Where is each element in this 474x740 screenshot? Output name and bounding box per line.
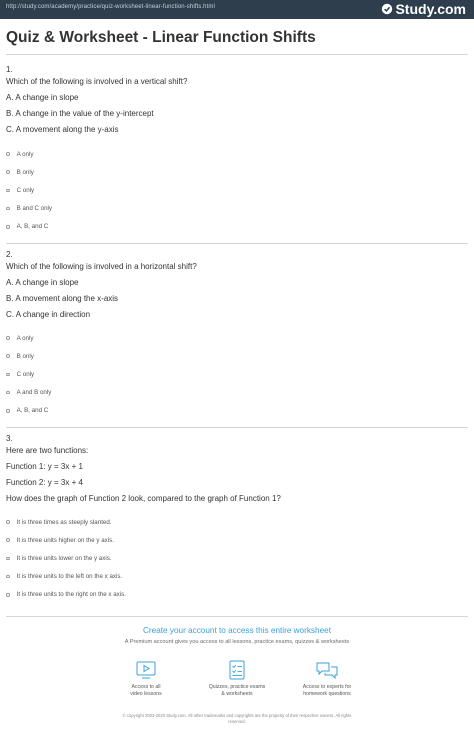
radio-button[interactable] — [6, 538, 10, 542]
answer-option[interactable] — [6, 145, 52, 163]
question-prompt: Here are two functions: — [6, 446, 89, 455]
option-label: B and C only — [16, 205, 53, 213]
answer-option[interactable] — [6, 329, 51, 347]
option-label: It is three units higher on the y axis. — [16, 536, 114, 544]
question-1 — [6, 64, 466, 136]
question-prompt: Which of the following is involved in a vertical shift? — [6, 77, 188, 86]
title-divider — [6, 54, 468, 55]
radio-button[interactable] — [6, 557, 10, 561]
question-2 — [6, 249, 466, 321]
answer-option[interactable] — [6, 384, 51, 402]
answer-option[interactable] — [6, 218, 52, 236]
option-label: A, B, and C — [16, 407, 49, 415]
radio-button[interactable] — [6, 336, 10, 340]
question-2-options — [6, 329, 51, 420]
video-play-icon — [135, 660, 157, 680]
answer-option[interactable] — [6, 365, 51, 383]
chat-bubbles-icon — [316, 660, 338, 680]
option-label: It is three times as steeply slanted. — [16, 518, 112, 526]
option-label: B only — [16, 168, 34, 176]
option-label: A only — [16, 334, 34, 342]
radio-button[interactable] — [6, 354, 10, 358]
option-label: It is three units to the right on the x axis. — [16, 591, 126, 599]
answer-option[interactable] — [6, 513, 126, 531]
feature-label: Access to all video lessons — [130, 684, 162, 697]
footer-divider — [6, 616, 468, 617]
study-logo-text: Study.com — [395, 1, 466, 17]
question-divider — [6, 243, 468, 244]
copyright-notice: © copyright 2003-2020 Study.com. All other trademarks and copyrights are the property of their respective owners. All rights reserved. — [122, 713, 352, 724]
question-statement: How does the graph of Function 2 look, compared to the graph of Function 1? — [6, 494, 281, 503]
option-label: B only — [16, 352, 34, 360]
premium-description: A Premium account gives you access to all lessons, practice exams, quizzes & worksheets — [124, 639, 350, 645]
study-logo[interactable] — [381, 1, 466, 17]
answer-option[interactable] — [6, 402, 51, 420]
answer-option[interactable] — [6, 163, 52, 181]
radio-button[interactable] — [6, 593, 10, 597]
radio-button[interactable] — [6, 373, 10, 377]
question-statement: Function 2: y = 3x + 4 — [6, 478, 83, 487]
radio-button[interactable] — [6, 152, 10, 156]
question-statement: Function 1: y = 3x + 1 — [6, 462, 83, 471]
radio-button[interactable] — [6, 520, 10, 524]
feature-quizzes — [192, 660, 282, 698]
question-1-options — [6, 145, 52, 236]
radio-button[interactable] — [6, 189, 10, 193]
answer-option[interactable] — [6, 181, 52, 199]
feature-video-lessons — [101, 660, 191, 698]
question-statement: C. A change in direction — [6, 310, 91, 319]
question-statement: B. A movement along the x-axis — [6, 294, 119, 303]
radio-button[interactable] — [6, 409, 10, 413]
question-statement: B. A change in the value of the y-intercept — [6, 109, 154, 118]
option-label: It is three units to the left on the x axis. — [16, 573, 123, 581]
question-number: 2. — [6, 250, 13, 259]
answer-option[interactable] — [6, 568, 126, 586]
feature-label: Access to experts for homework questions — [302, 684, 352, 697]
option-label: A only — [16, 150, 34, 158]
question-statement: C. A movement along the y-axis — [6, 125, 119, 134]
radio-button[interactable] — [6, 391, 10, 395]
feature-label: Quizzes, practice exams & worksheets — [208, 684, 266, 697]
answer-option[interactable] — [6, 200, 52, 218]
study-logo-icon — [381, 3, 393, 15]
page-title: Quiz & Worksheet - Linear Function Shifts — [6, 29, 316, 46]
question-number: 3. — [6, 434, 13, 443]
feature-experts — [282, 660, 372, 698]
radio-button[interactable] — [6, 575, 10, 579]
answer-option[interactable] — [6, 586, 126, 604]
radio-button[interactable] — [6, 207, 10, 211]
answer-option[interactable] — [6, 549, 126, 567]
question-prompt: Which of the following is involved in a horizontal shift? — [6, 262, 197, 271]
question-statement: A. A change in slope — [6, 93, 79, 102]
option-label: It is three units lower on the y axis. — [16, 554, 112, 562]
option-label: C only — [16, 186, 35, 194]
question-3-options — [6, 513, 126, 604]
checklist-icon — [226, 660, 248, 680]
radio-button[interactable] — [6, 225, 10, 229]
question-3 — [6, 433, 466, 505]
option-label: C only — [16, 370, 35, 378]
answer-option[interactable] — [6, 347, 51, 365]
browser-bar — [0, 0, 474, 19]
radio-button[interactable] — [6, 170, 10, 174]
question-statement: A. A change in slope — [6, 278, 79, 287]
question-divider — [6, 427, 468, 428]
page-url[interactable]: http://study.com/academy/practice/quiz-worksheet-linear-function-shifts.html — [6, 4, 215, 10]
create-account-link[interactable]: Create your account to access this entire worksheet — [143, 626, 331, 635]
question-number: 1. — [6, 65, 13, 74]
option-label: A, B, and C — [16, 223, 49, 231]
option-label: A and B only — [16, 389, 52, 397]
answer-option[interactable] — [6, 531, 126, 549]
